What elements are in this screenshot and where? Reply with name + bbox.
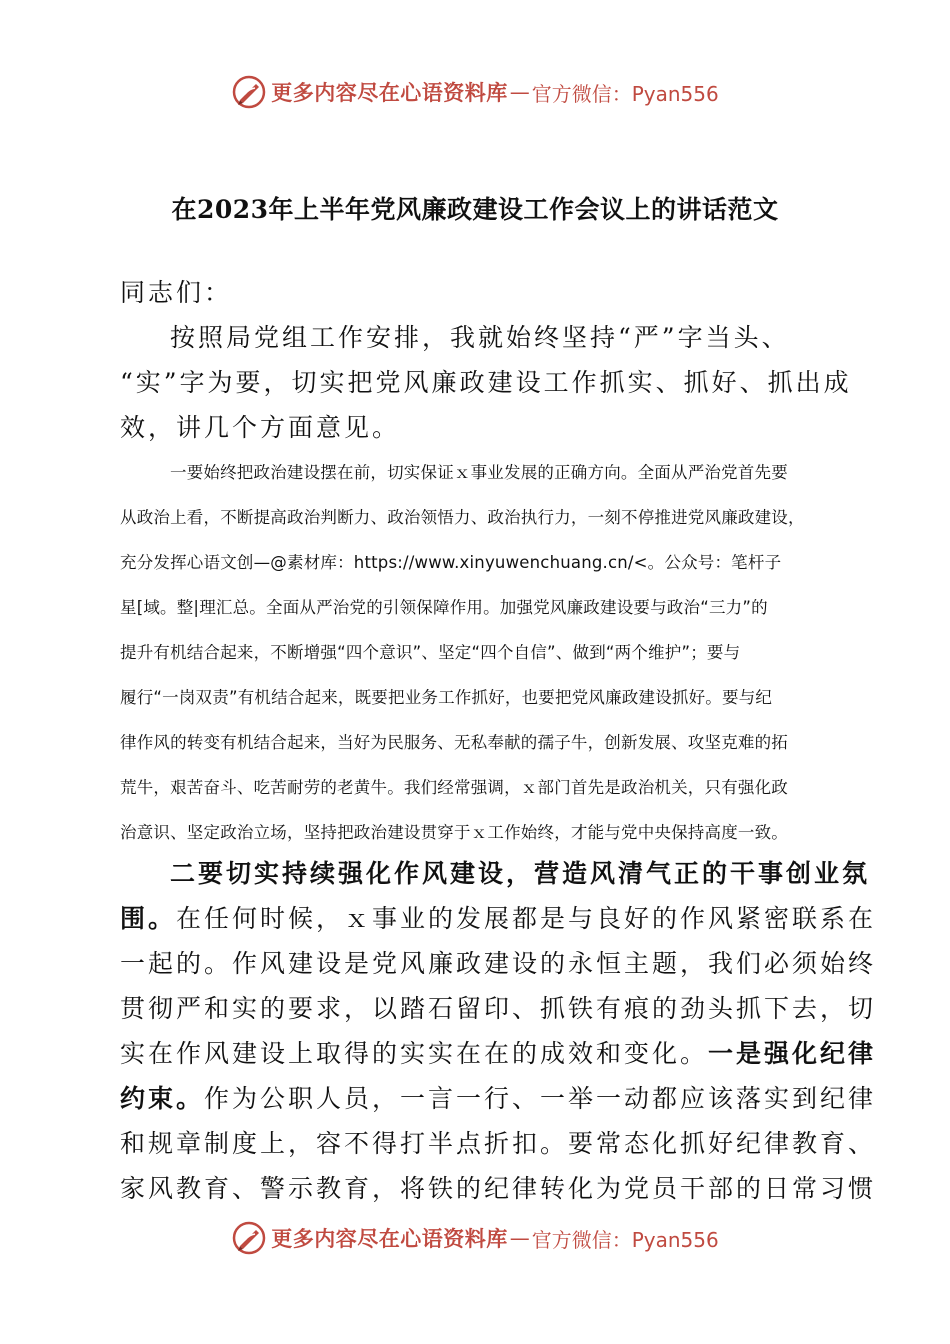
section1-line: 从政治上看，不断提高政治判断力、政治领悟力、政治执行力，一刻不停推进党风廉政建设， — [120, 508, 805, 527]
pen-logo-icon — [231, 74, 267, 110]
section2-heading: 二要切实持续强化作风建设，营造风清气正的干事创业氛 — [170, 859, 871, 888]
subpoint-heading-end: 约束。 — [120, 1084, 205, 1113]
section2-line: 和规章制度上，容不得打半点折扣。要常态化抓好纪律教育、 — [120, 1129, 877, 1158]
section1-line: 提升有机结合起来，不断增强“四个意识”、坚定“四个自信”、做到“两个维护”；要与 — [120, 643, 741, 662]
section1-line: 星[域。整|理汇总。全面从严治党的引领保障作用。加强党风廉政建设要与政治“三力”的 — [120, 598, 768, 617]
section1-line: 治意识、坚定政治立场，坚持把政治建设贯穿于ｘ工作始终，才能与党中央保持高度一致。 — [120, 823, 788, 842]
section2-line — [120, 1079, 876, 1115]
section1-line: 荒牛，艰苦奋斗、吃苦耐劳的老黄牛。我们经常强调，ｘ部门首先是政治机关，只有强化政 — [120, 778, 788, 797]
intro-line: “实”字为要，切实把党风廉政建设工作抓实、抓好、抓出成 — [120, 368, 852, 397]
header-banner — [0, 72, 950, 112]
greeting: 同志们： — [120, 278, 233, 307]
banner-text: 更多内容尽在心语资料库 — [271, 80, 508, 105]
section1-line: 律作风的转变有机结合起来，当好为民服务、无私奉献的孺子牛，创新发展、攻坚克难的拓 — [120, 733, 788, 752]
section2-text: 实在作风建设上取得的实实在在的成效和变化。 — [120, 1039, 709, 1068]
intro-line: 按照局党组工作安排，我就始终坚持“严”字当头、 — [170, 323, 790, 352]
banner-dash: — — [509, 1226, 530, 1250]
section2-line: 贯彻严和实的要求，以踏石留印、抓铁有痕的劲头抓下去，切 — [120, 994, 877, 1023]
section1-line: 充分发挥心语文创—@素材库：https://www.xinyuwenchuang.cn/<。公众号：笔杆子 — [120, 553, 782, 572]
pen-logo-icon — [231, 1220, 267, 1256]
document-title: 在2023年上半年党风廉政建设工作会议上的讲话范文 — [171, 195, 779, 224]
banner-text: 更多内容尽在心语资料库 — [271, 1226, 508, 1251]
section2-line: 家风教育、警示教育，将铁的纪律转化为党员干部的日常习惯 — [120, 1174, 877, 1203]
section2-heading-end: 围。 — [120, 904, 177, 933]
intro-line: 效，讲几个方面意见。 — [120, 413, 401, 442]
section1-line: 履行“一岗双责”有机结合起来，既要把业务工作抓好，也要把党风廉政建设抓好。要与纪 — [120, 688, 773, 707]
section2-line — [120, 899, 876, 935]
banner-dash: — — [509, 80, 530, 104]
section2-text: 作为公职人员，一言一行、一举一动都应该落实到纪律 — [204, 1084, 877, 1113]
footer-banner — [0, 1218, 950, 1258]
subpoint-heading: 一是强化纪律 — [708, 1039, 877, 1068]
section2-text: 在任何时候，ｘ事业的发展都是与良好的作风紧密联系在 — [176, 904, 877, 933]
section2-line — [120, 1034, 876, 1070]
banner-wechat: 官方微信：Pyan556 — [531, 1227, 719, 1252]
section1-line: 一要始终把政治建设摆在前，切实保证ｘ事业发展的正确方向。全面从严治党首先要 — [170, 463, 788, 482]
section2-line: 一起的。作风建设是党风廉政建设的永恒主题，我们必须始终 — [120, 949, 877, 978]
banner-wechat: 官方微信：Pyan556 — [531, 81, 719, 106]
